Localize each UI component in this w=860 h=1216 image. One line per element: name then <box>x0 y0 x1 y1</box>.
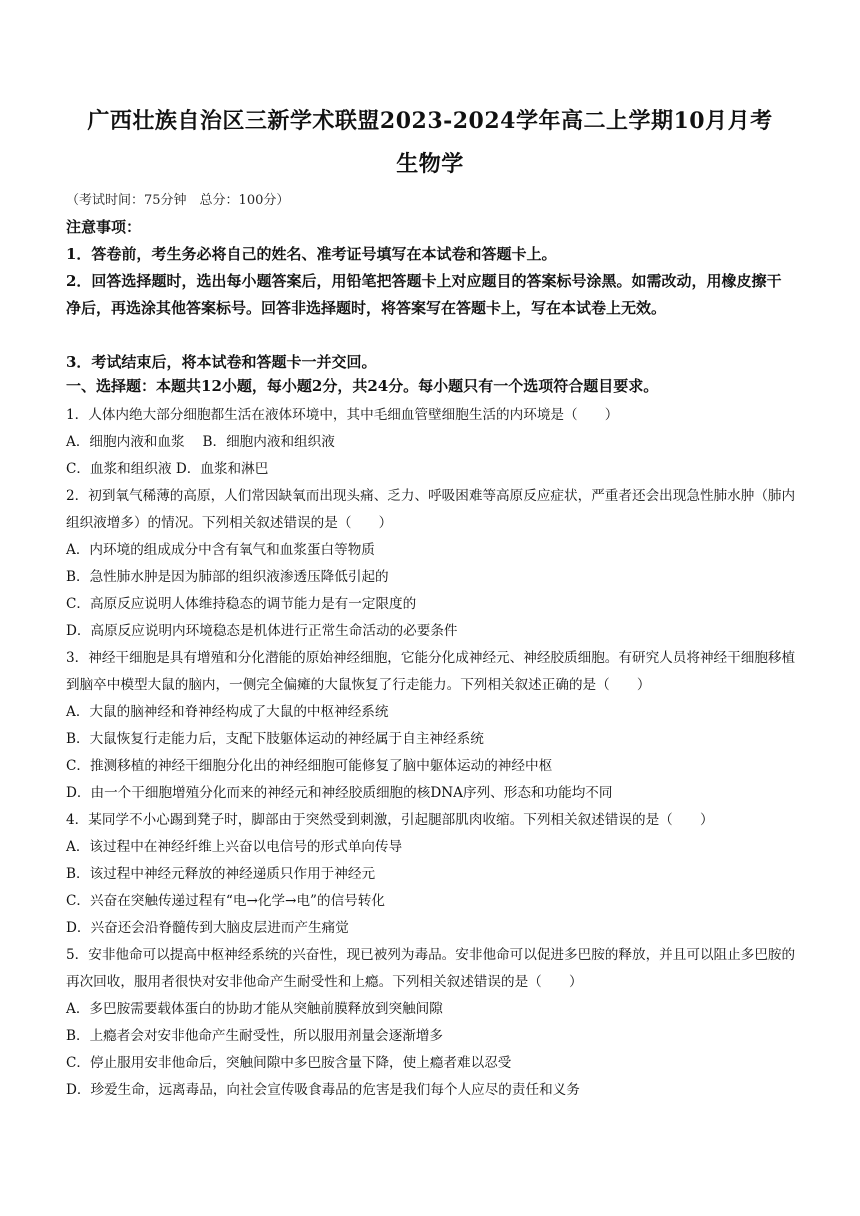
question-option: B．该过程中神经元释放的神经递质只作用于神经元 <box>66 866 376 882</box>
question-stem: 1．人体内绝大部分细胞都生活在液体环境中，其中毛细血管壁细胞生活的内环境是（ ） <box>66 407 619 423</box>
subject-title: 生物学 <box>396 151 464 177</box>
question-option: B．急性肺水肿是因为肺部的组织液渗透压降低引起的 <box>66 569 389 585</box>
question-option: C．推测移植的神经干细胞分化出的神经细胞可能修复了脑中躯体运动的神经中枢 <box>66 758 553 774</box>
notice-item-2: 2．回答选择题时，选出每小题答案后，用铅笔把答题卡上对应题目的答案标号涂黑。如需改动，用橡皮擦干净后，再选涂其他答案标号。回答非选择题时，将答案写在答题卡上，写在本试卷上无效。 <box>66 272 782 317</box>
question-option: C．高原反应说明人体维持稳态的调节能力是有一定限度的 <box>66 596 417 612</box>
question-option: B．上瘾者会对安非他命产生耐受性，所以服用剂量会逐渐增多 <box>66 1028 444 1044</box>
section-title: 一、选择题：本题共12小题，每小题2分，共24分。每小题只有一个选项符合题目要求。 <box>66 377 659 395</box>
question-5 <box>66 942 796 1104</box>
question-option: A．大鼠的脑神经和脊神经构成了大鼠的中枢神经系统 <box>66 704 389 720</box>
question-4 <box>66 807 796 942</box>
question-2 <box>66 483 796 645</box>
exam-title: 广西壮族自治区三新学术联盟2023-2024学年高二上学期10月月考 <box>87 108 773 134</box>
question-1 <box>66 402 796 483</box>
question-option: A．细胞内液和血浆 B．细胞内液和组织液 <box>66 434 335 450</box>
question-stem: 2．初到氧气稀薄的高原，人们常因缺氧而出现头痛、乏力、呼吸困难等高原反应症状，严重者还会出现急性肺水肿（肺内组织液增多）的情况。下列相关叙述错误的是（ ） <box>66 488 796 531</box>
question-3 <box>66 645 796 807</box>
question-stem: 5．安非他命可以提高中枢神经系统的兴奋性，现已被列为毒品。安非他命可以促进多巴胺的释放，并且可以阻止多巴胺的再次回收，服用者很快对安非他命产生耐受性和上瘾。下列相关叙述错误的是（ ） <box>66 947 796 990</box>
question-option: D．高原反应说明内环境稳态是机体进行正常生命活动的必要条件 <box>66 623 458 639</box>
question-option: C．停止服用安非他命后，突触间隙中多巴胺含量下降，使上瘾者难以忍受 <box>66 1055 512 1071</box>
notice-item-3: 3．考试结束后，将本试卷和答题卡一并交回。 <box>66 353 377 371</box>
question-stem: 4．某同学不小心踢到凳子时，脚部由于突然受到刺激，引起腿部肌肉收缩。下列相关叙述错误的是（ ） <box>66 812 714 828</box>
question-option: A．多巴胺需要载体蛋白的协助才能从突触前膜释放到突触间隙 <box>66 1001 443 1017</box>
question-option: D．由一个干细胞增殖分化而来的神经元和神经胶质细胞的核DNA序列、形态和功能均不同 <box>66 785 613 801</box>
exam-info: （考试时间：75分钟 总分：100分） <box>66 193 290 208</box>
question-option: D．兴奋还会沿脊髓传到大脑皮层进而产生痛觉 <box>66 920 349 936</box>
question-list <box>66 402 796 1104</box>
notice-item-1: 1．答卷前，考生务必将自己的姓名、准考证号填写在本试卷和答题卡上。 <box>66 245 557 263</box>
question-option: B．大鼠恢复行走能力后，支配下肢躯体运动的神经属于自主神经系统 <box>66 731 484 747</box>
question-option: D．珍爱生命，远离毒品，向社会宣传吸食毒品的危害是我们每个人应尽的责任和义务 <box>66 1082 580 1098</box>
question-option: A．内环境的组成成分中含有氧气和血浆蛋白等物质 <box>66 542 375 558</box>
notice-heading: 注意事项： <box>66 218 142 236</box>
question-option: C．兴奋在突触传递过程有“电→化学→电”的信号转化 <box>66 893 385 909</box>
question-option: A．该过程中在神经纤维上兴奋以电信号的形式单向传导 <box>66 839 403 855</box>
question-stem: 3．神经干细胞是具有增殖和分化潜能的原始神经细胞，它能分化成神经元、神经胶质细胞。有研究人员将神经干细胞移植到脑卒中模型大鼠的脑内，一侧完全偏瘫的大鼠恢复了行走能力。下列相关叙述正确的是（ ） <box>66 650 796 693</box>
question-option: C．血浆和组织液 D．血浆和淋巴 <box>66 461 269 477</box>
